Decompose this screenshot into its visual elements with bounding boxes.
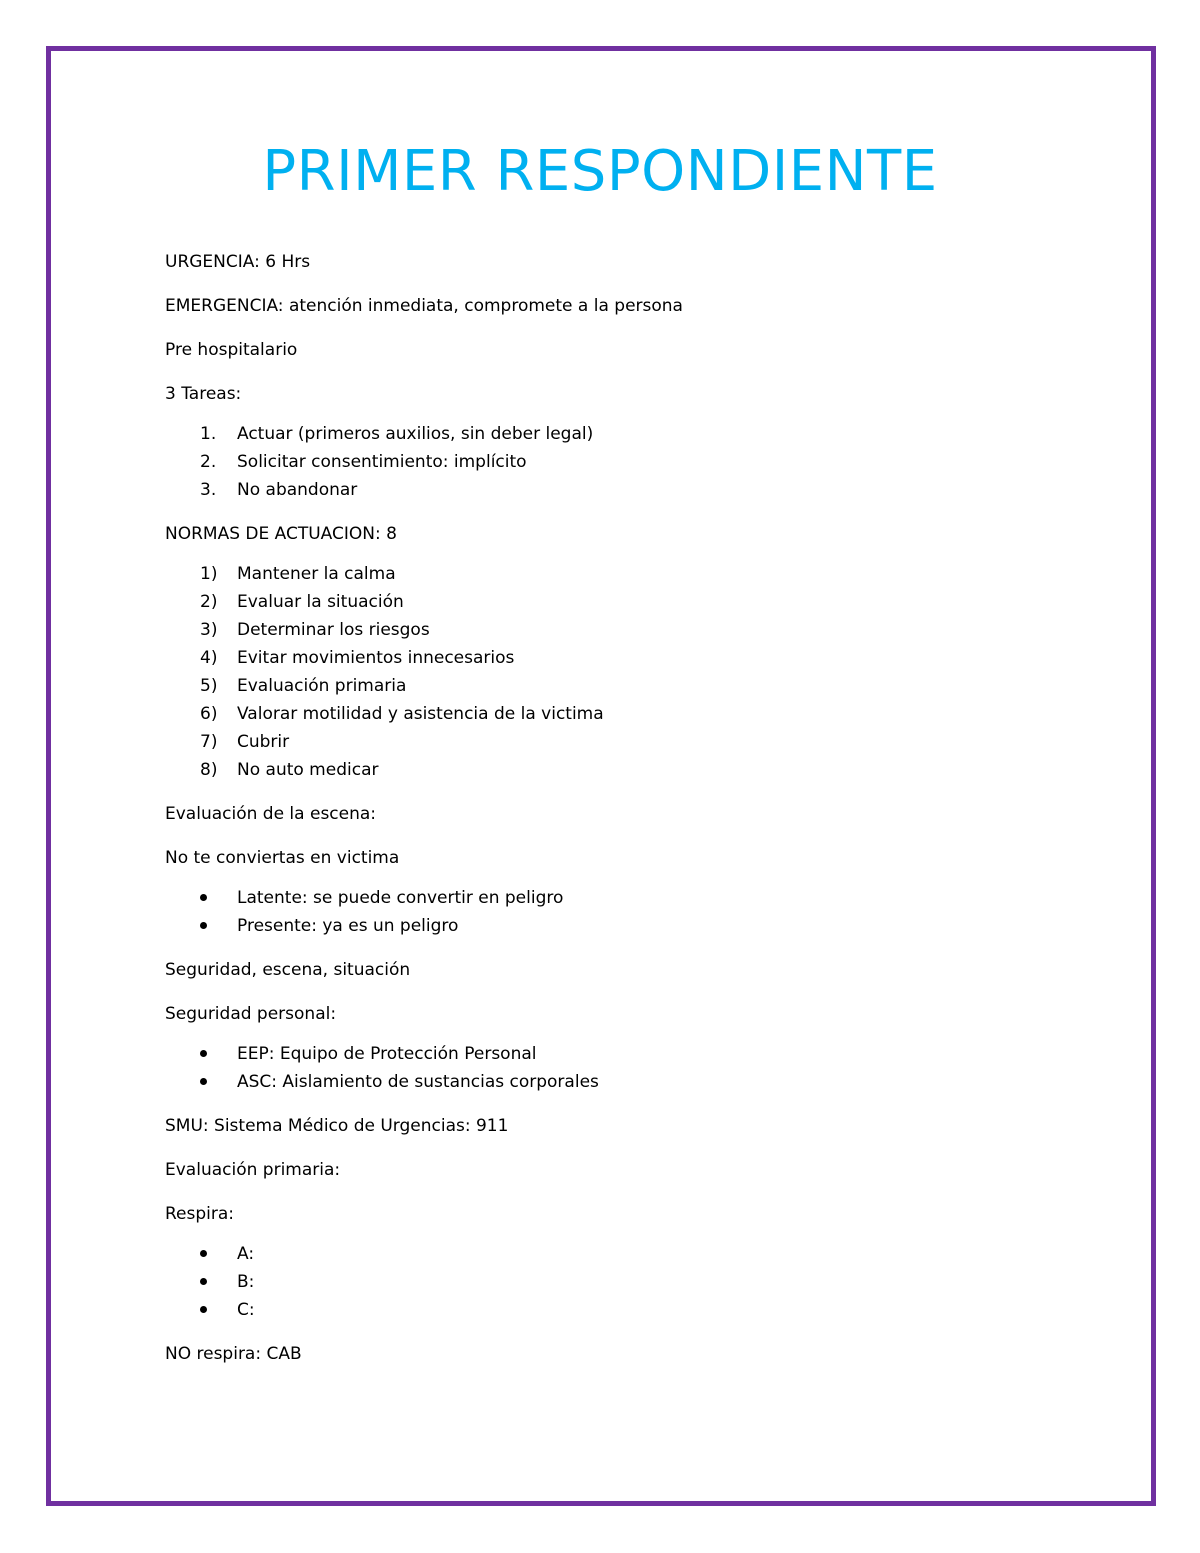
list-item (165, 756, 1065, 784)
bullet-icon (200, 1250, 207, 1257)
list-item-text: B: (237, 1272, 255, 1292)
list-item-text: ASC: Aislamiento de sustancias corporales (237, 1072, 599, 1092)
list-item (165, 644, 1065, 672)
tareas-list (165, 420, 1065, 504)
list-item (165, 1296, 1065, 1324)
list-item (165, 560, 1065, 588)
bullet-icon (200, 1306, 207, 1313)
emergencia-line: EMERGENCIA: atención inmediata, compromete a la persona (165, 296, 683, 316)
list-item-text: Determinar los riesgos (237, 620, 430, 640)
respira-list (165, 1240, 1065, 1324)
no-victima-line: No te conviertas en victima (165, 848, 400, 868)
seguridad-escena-line: Seguridad, escena, situación (165, 960, 411, 980)
normas-heading: NORMAS DE ACTUACION: 8 (165, 524, 397, 544)
list-item (165, 672, 1065, 700)
list-item (165, 1068, 1065, 1096)
list-item-text: Presente: ya es un peligro (237, 916, 459, 936)
no-respira-line: NO respira: CAB (165, 1344, 302, 1364)
list-item (165, 700, 1065, 728)
seguridad-list (165, 1040, 1065, 1096)
list-number: 1) (200, 564, 218, 584)
list-item (165, 420, 1065, 448)
bullet-icon (200, 1050, 207, 1057)
document-title: PRIMER RESPONDIENTE (262, 139, 938, 204)
list-item (165, 728, 1065, 756)
list-number: 4) (200, 648, 218, 668)
document-body (165, 248, 1065, 1384)
seguridad-personal-heading: Seguridad personal: (165, 1004, 337, 1024)
bullet-icon (200, 894, 207, 901)
list-item-text: Mantener la calma (237, 564, 396, 584)
bullet-icon (200, 1078, 207, 1085)
respira-heading: Respira: (165, 1204, 235, 1224)
list-number: 7) (200, 732, 218, 752)
pre-hospitalario-line: Pre hospitalario (165, 340, 298, 360)
list-item-text: Evaluar la situación (237, 592, 404, 612)
list-item-text: EEP: Equipo de Protección Personal (237, 1044, 537, 1064)
list-item-text: Evitar movimientos innecesarios (237, 648, 515, 668)
list-number: 6) (200, 704, 218, 724)
list-number: 5) (200, 676, 218, 696)
list-item-text: Solicitar consentimiento: implícito (237, 452, 527, 472)
evaluacion-primaria-heading: Evaluación primaria: (165, 1160, 341, 1180)
normas-list (165, 560, 1065, 784)
list-item-text: Actuar (primeros auxilios, sin deber legal) (237, 424, 594, 444)
list-item (165, 616, 1065, 644)
list-item (165, 912, 1065, 940)
list-number: 2. (200, 452, 217, 472)
list-item-text: Latente: se puede convertir en peligro (237, 888, 564, 908)
list-item (165, 476, 1065, 504)
list-number: 8) (200, 760, 218, 780)
evaluacion-escena-heading: Evaluación de la escena: (165, 804, 377, 824)
urgencia-line: URGENCIA: 6 Hrs (165, 252, 311, 272)
list-item (165, 1040, 1065, 1068)
list-number: 1. (200, 424, 217, 444)
list-item (165, 884, 1065, 912)
list-item (165, 1268, 1065, 1296)
list-number: 3) (200, 620, 218, 640)
list-item-text: No auto medicar (237, 760, 379, 780)
list-item (165, 1240, 1065, 1268)
list-number: 3. (200, 480, 217, 500)
list-item (165, 448, 1065, 476)
smu-line: SMU: Sistema Médico de Urgencias: 911 (165, 1116, 509, 1136)
list-item-text: C: (237, 1300, 255, 1320)
list-item (165, 588, 1065, 616)
list-item-text: Cubrir (237, 732, 290, 752)
bullet-icon (200, 922, 207, 929)
tareas-heading: 3 Tareas: (165, 384, 242, 404)
list-item-text: No abandonar (237, 480, 358, 500)
list-number: 2) (200, 592, 218, 612)
list-item-text: Valorar motilidad y asistencia de la victima (237, 704, 604, 724)
list-item-text: A: (237, 1244, 255, 1264)
list-item-text: Evaluación primaria (237, 676, 407, 696)
peligros-list (165, 884, 1065, 940)
bullet-icon (200, 1278, 207, 1285)
